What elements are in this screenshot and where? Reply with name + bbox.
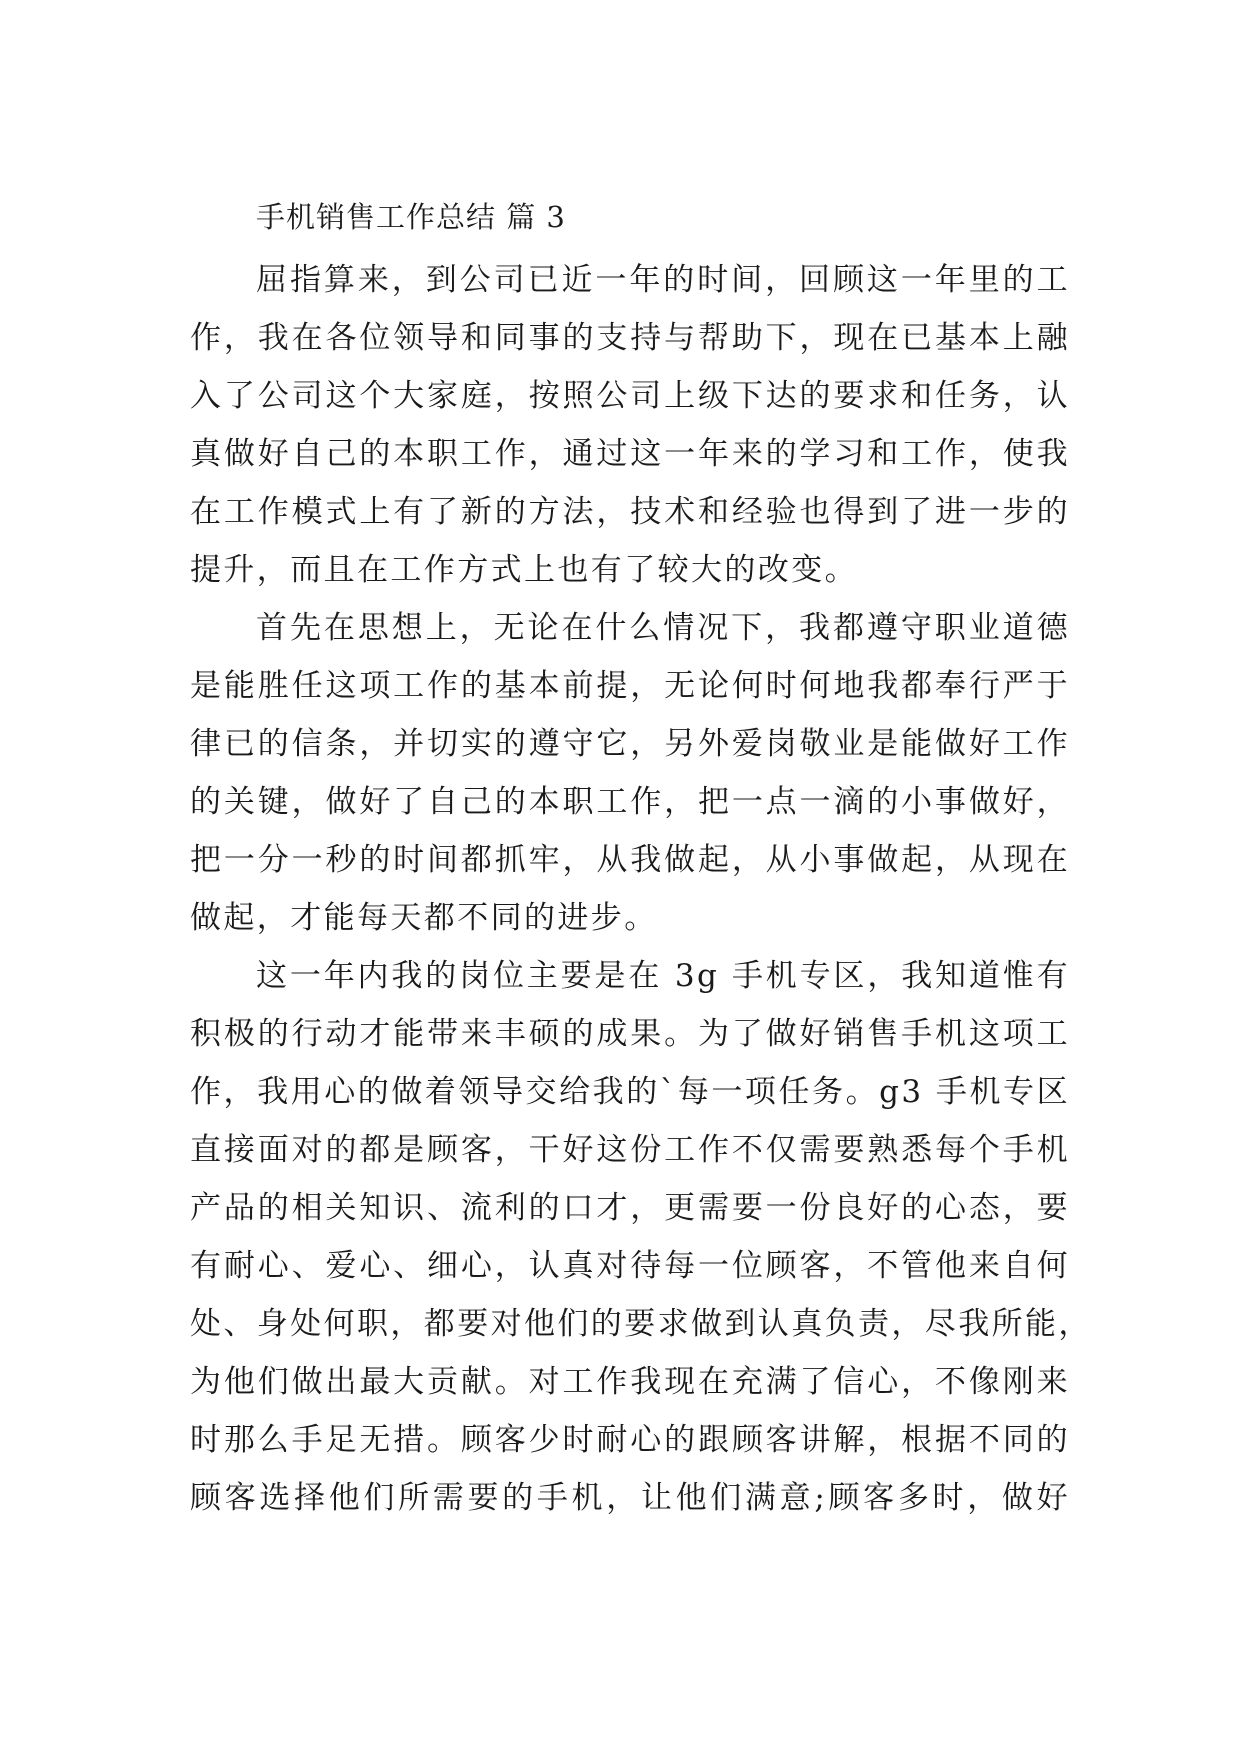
paragraph-1 xyxy=(190,251,1070,599)
paragraph-line: 作，我在各位领导和同事的支持与帮助下，现在已基本上融 xyxy=(190,320,1070,356)
paragraph-line: 顾客选择他们所需要的手机，让他们满意;顾客多时，做好 xyxy=(190,1480,1070,1516)
paragraph-line: 入了公司这个大家庭，按照公司上级下达的要求和任务，认 xyxy=(190,378,1070,414)
paragraph-line: 的关键，做好了自己的本职工作，把一点一滴的小事做好， xyxy=(190,784,1070,820)
document-title: 手机销售工作总结 篇 3 xyxy=(256,200,566,234)
paragraph-2 xyxy=(190,599,1070,947)
title-spacer xyxy=(190,241,1070,251)
paragraph-line: 作，我用心的做着领导交给我的`每一项任务。g3 手机专区 xyxy=(190,1074,1070,1110)
paragraph-line: 处、身处何职，都要对他们的要求做到认真负责，尽我所能， xyxy=(190,1306,1092,1342)
paragraph-line: 提升，而且在工作方式上也有了较大的改变。 xyxy=(190,552,858,588)
document-body xyxy=(190,193,1092,1527)
paragraph-line: 这一年内我的岗位主要是在 3g 手机专区，我知道惟有 xyxy=(256,958,1070,994)
paragraph-3 xyxy=(190,947,1092,1527)
paragraph-line: 时那么手足无措。顾客少时耐心的跟顾客讲解，根据不同的 xyxy=(190,1422,1070,1458)
paragraph-line: 为他们做出最大贡献。对工作我现在充满了信心，不像刚来 xyxy=(190,1364,1070,1400)
paragraph-line: 在工作模式上有了新的方法，技术和经验也得到了进一步的 xyxy=(190,494,1070,530)
paragraph-line: 首先在思想上，无论在什么情况下，我都遵守职业道德 xyxy=(256,610,1070,646)
paragraph-line: 有耐心、爱心、细心，认真对待每一位顾客，不管他来自何 xyxy=(190,1248,1070,1284)
paragraph-line: 积极的行动才能带来丰硕的成果。为了做好销售手机这项工 xyxy=(190,1016,1070,1052)
paragraph-line: 真做好自己的本职工作，通过这一年来的学习和工作，使我 xyxy=(190,436,1070,472)
paragraph-line: 屈指算来，到公司已近一年的时间，回顾这一年里的工 xyxy=(256,262,1070,298)
paragraph-line: 律已的信条，并切实的遵守它，另外爱岗敬业是能做好工作 xyxy=(190,726,1070,762)
paragraph-line: 产品的相关知识、流利的口才，更需要一份良好的心态，要 xyxy=(190,1190,1070,1226)
paragraph-line: 把一分一秒的时间都抓牢，从我做起，从小事做起，从现在 xyxy=(190,842,1070,878)
paragraph-line: 是能胜任这项工作的基本前提，无论何时何地我都奉行严于 xyxy=(190,668,1070,704)
paragraph-line: 做起，才能每天都不同的进步。 xyxy=(190,900,658,936)
paragraph-line: 直接面对的都是顾客，干好这份工作不仅需要熟悉每个手机 xyxy=(190,1132,1070,1168)
